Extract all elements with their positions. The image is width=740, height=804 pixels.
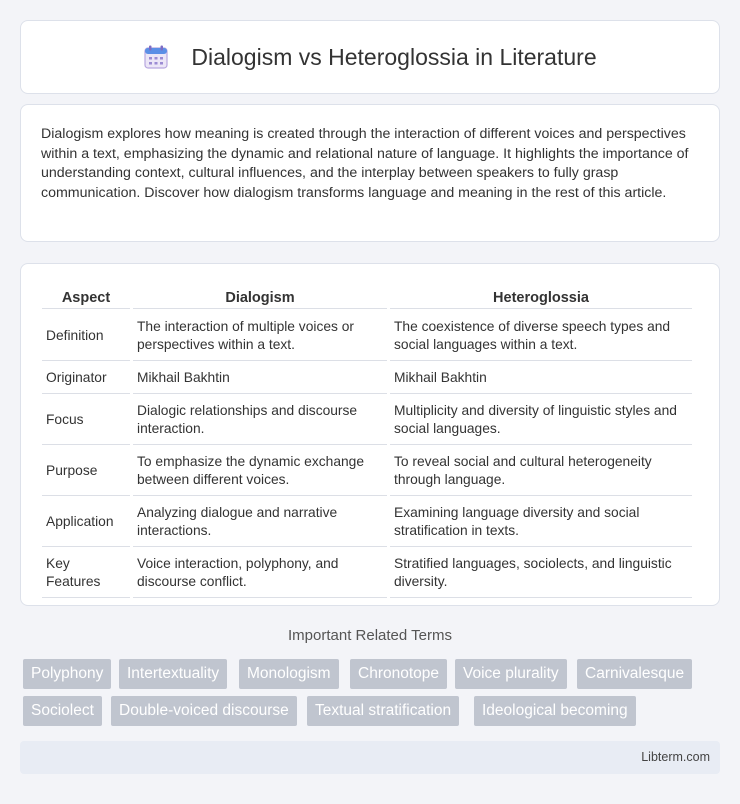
header-aspect: Aspect <box>42 286 130 309</box>
dialogism-cell: Voice interaction, polyphony, and discourse conflict. <box>133 549 387 598</box>
related-terms-title: Important Related Terms <box>288 627 452 644</box>
header-heteroglossia: Heteroglossia <box>390 286 692 309</box>
term-tag[interactable]: Polyphony <box>23 659 111 689</box>
table-row <box>42 549 692 598</box>
aspect-cell: Focus <box>42 396 130 445</box>
term-tag[interactable]: Ideological becoming <box>474 696 636 726</box>
term-tag[interactable]: Double-voiced discourse <box>111 696 297 726</box>
dialogism-cell: Dialogic relationships and discourse interaction. <box>133 396 387 445</box>
term-tag[interactable]: Carnivalesque <box>577 659 692 689</box>
heteroglossia-cell: Multiplicity and diversity of linguistic styles and social languages. <box>390 396 692 445</box>
table-row <box>42 363 692 394</box>
header-dialogism: Dialogism <box>133 286 387 309</box>
aspect-cell: Application <box>42 498 130 547</box>
aspect-cell: Purpose <box>42 447 130 496</box>
heteroglossia-cell: Stratified languages, sociolects, and linguistic diversity. <box>390 549 692 598</box>
heteroglossia-cell: To reveal social and cultural heterogeneity through language. <box>390 447 692 496</box>
intro-card <box>20 104 720 242</box>
table-header-row <box>42 286 692 309</box>
aspect-cell: Originator <box>42 363 130 394</box>
term-tag[interactable]: Voice plurality <box>455 659 567 689</box>
heteroglossia-cell: Examining language diversity and social stratification in texts. <box>390 498 692 547</box>
footer <box>20 741 720 774</box>
table-row <box>42 447 692 496</box>
table-row <box>42 311 692 361</box>
term-tag[interactable]: Monologism <box>239 659 339 689</box>
dialogism-cell: To emphasize the dynamic exchange between different voices. <box>133 447 387 496</box>
dialogism-cell: The interaction of multiple voices or perspectives within a text. <box>133 311 387 361</box>
table-row <box>42 396 692 445</box>
term-tag[interactable]: Intertextuality <box>119 659 227 689</box>
comparison-table <box>39 284 695 600</box>
page-title: Dialogism vs Heteroglossia in Literature <box>191 43 597 70</box>
table-row <box>42 498 692 547</box>
heteroglossia-cell: Mikhail Bakhtin <box>390 363 692 394</box>
dialogism-cell: Mikhail Bakhtin <box>133 363 387 394</box>
calendar-icon <box>143 44 169 70</box>
term-tag[interactable]: Chronotope <box>350 659 447 689</box>
heteroglossia-cell: The coexistence of diverse speech types and social languages within a text. <box>390 311 692 361</box>
term-tag[interactable]: Sociolect <box>23 696 102 726</box>
aspect-cell: Key Features <box>42 549 130 598</box>
term-tag[interactable]: Textual stratification <box>307 696 459 726</box>
comparison-card <box>20 263 720 606</box>
intro-text: Dialogism explores how meaning is created through the interaction of different voices and perspectives within a text, emphasizing the dynamic and relational nature of language. It highlights the importance of understanding context, cultural influences, and the interplay between speakers to fully grasp communication. Discover how dialogism transforms language and meaning in the rest of this article. <box>41 126 689 201</box>
title-card <box>20 20 720 94</box>
dialogism-cell: Analyzing dialogue and narrative interactions. <box>133 498 387 547</box>
footer-site-link[interactable]: Libterm.com <box>641 750 710 764</box>
aspect-cell: Definition <box>42 311 130 361</box>
